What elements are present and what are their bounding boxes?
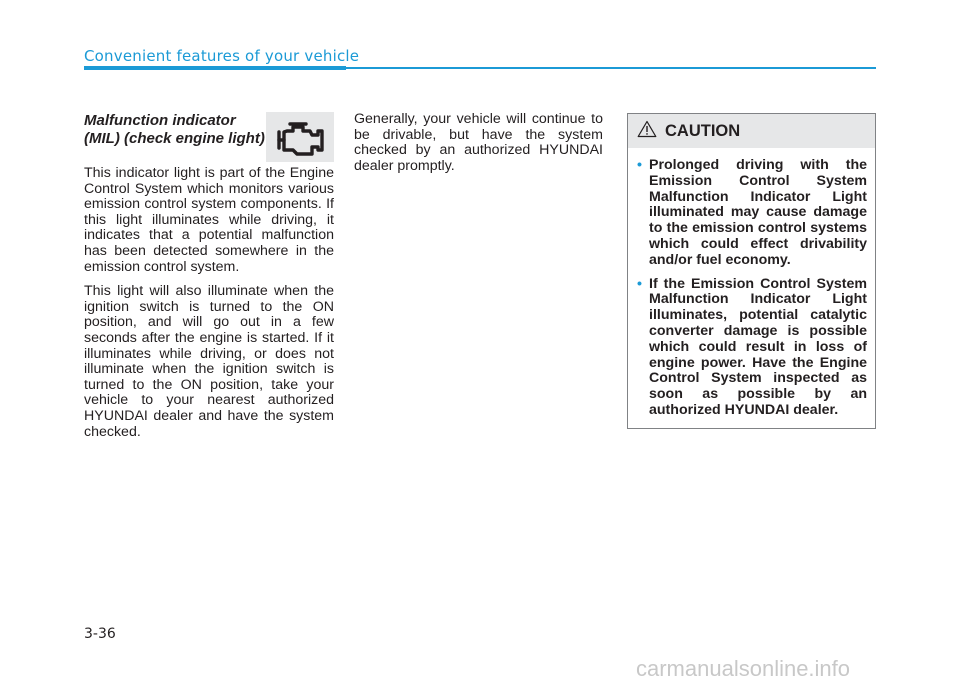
watermark: carmanualsonline.info: [636, 656, 851, 681]
mil-heading-line2: (MIL) (check engine light): [84, 130, 265, 147]
caution-item-text: If the Emission Control System Malfunction Indicator Light illuminates, potential catalytic converter damage is possible which could result in loss of engine power. Have the Engine Control System inspected as soon as possible by an authorized HYUNDAI dealer.: [649, 275, 867, 418]
caution-box: [627, 113, 876, 429]
bullet-icon: •: [637, 157, 642, 173]
caution-item: [637, 275, 867, 419]
header-rule-thin: [346, 67, 876, 69]
mil-paragraph-2: This light will also illuminate when the ignition switch is turned to the ON position, and will go out in a few seconds after the engine is started. If it illuminates while driving, or does not illuminate when the ignition switch is turned to the ON position, take your vehicle to your nearest authorized HYUNDAI dealer and have the system checked.: [84, 283, 334, 440]
bullet-icon: •: [637, 275, 642, 292]
caution-list: [628, 148, 875, 419]
caution-item: [637, 157, 867, 269]
header-rule-thick: [84, 66, 346, 70]
section-title: Convenient features of your vehicle: [84, 47, 360, 65]
mil-paragraph-1: This indicator light is part of the Engine Control System which monitors various emission control system components. If this light illuminates while driving, it indicates that a potential malfunction has been detected somewhere in the emission control system.: [84, 165, 334, 275]
mil-heading-line1: Malfunction indicator: [84, 112, 236, 129]
middle-column: [354, 112, 603, 174]
caution-label: CAUTION: [665, 121, 741, 140]
middle-paragraph: Generally, your vehicle will continue to be drivable, but have the system checked by an authorized HYUNDAI dealer promptly.: [354, 111, 603, 174]
check-engine-icon: [266, 112, 334, 162]
caution-header: [628, 114, 875, 148]
page-number: 3-36: [84, 626, 116, 642]
warning-triangle-icon: [637, 120, 657, 143]
caution-item-text: Prolonged driving with the Emission Control System Malfunction Indicator Light illuminated may cause damage to the emission control systems which could effect drivability and/or fuel economy.: [649, 157, 867, 268]
